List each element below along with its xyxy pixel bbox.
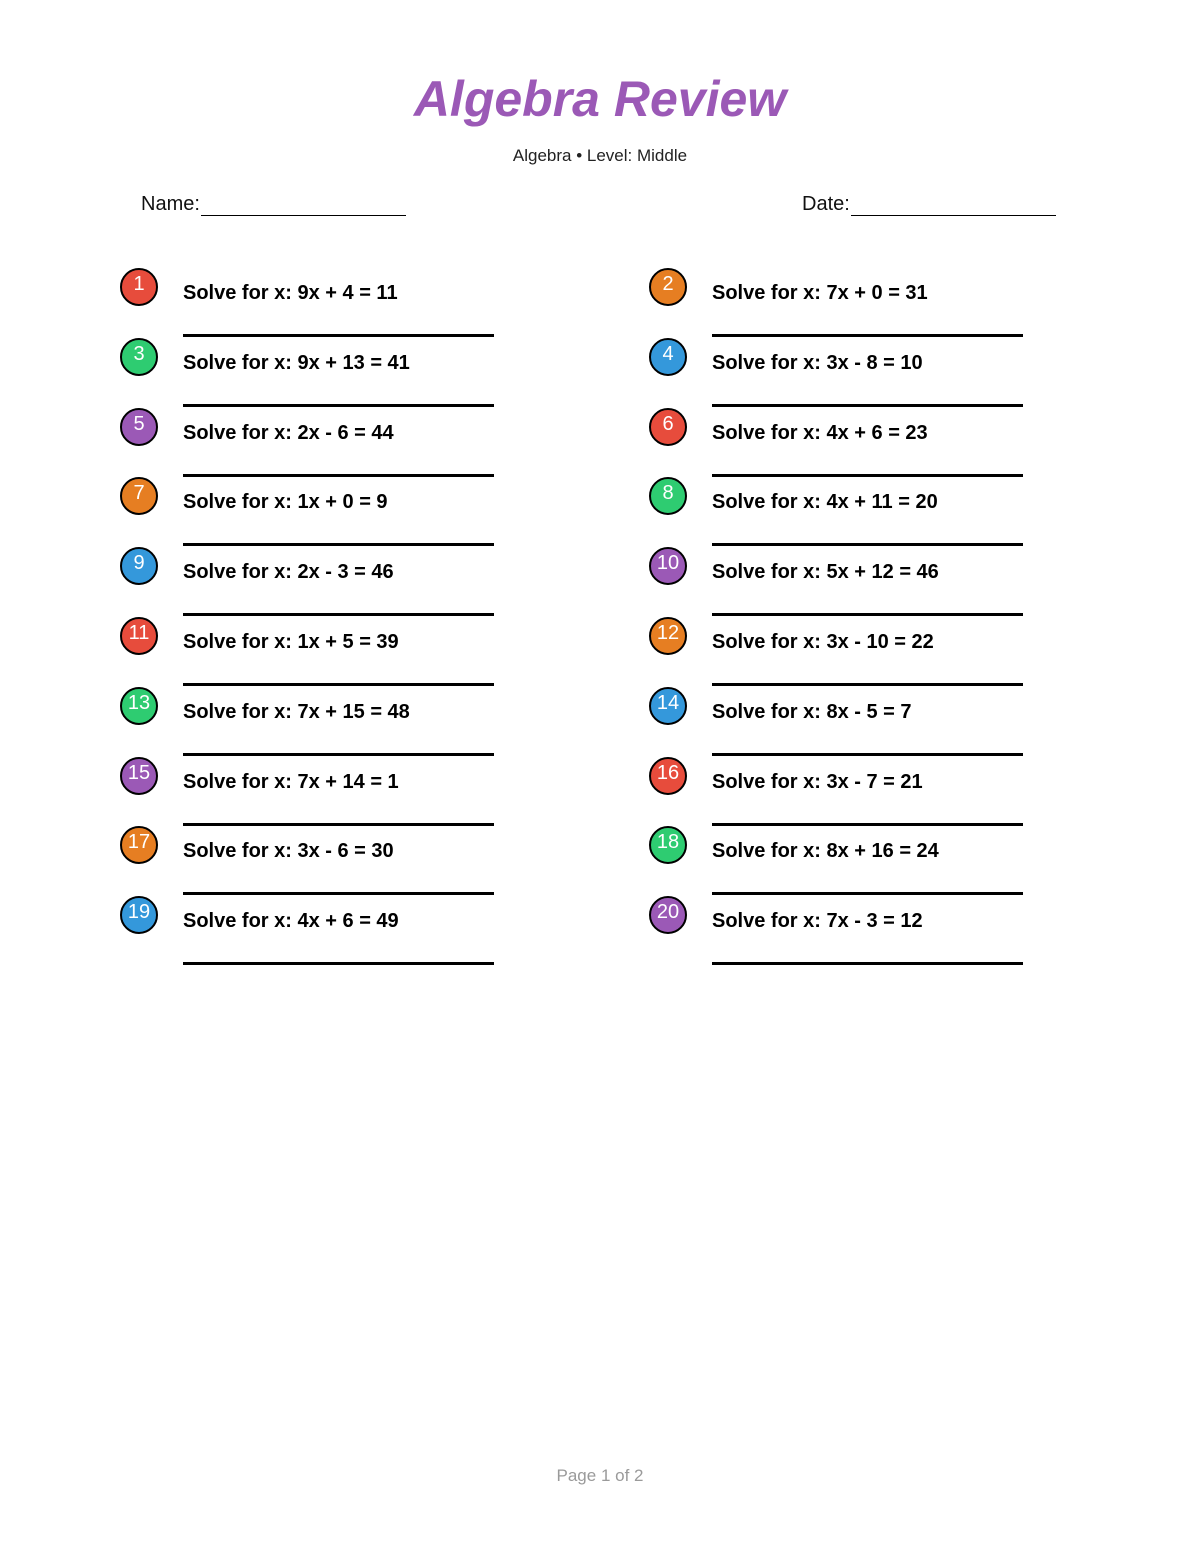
date-blank[interactable] (851, 195, 1056, 216)
problem-item (649, 826, 1049, 896)
problem-item (649, 408, 1049, 478)
problem-item (120, 896, 520, 966)
problem-number-badge: 20 (649, 896, 687, 934)
worksheet-title: Algebra Review (413, 71, 787, 127)
answer-line[interactable] (712, 753, 1023, 756)
answer-line[interactable] (183, 683, 494, 686)
problem-text: Solve for x: 1x + 0 = 9 (183, 491, 388, 514)
problem-number-badge: 2 (649, 268, 687, 306)
problem-item (649, 687, 1049, 757)
problem-text: Solve for x: 9x + 13 = 41 (183, 351, 410, 374)
name-blank[interactable] (201, 195, 406, 216)
problem-text: Solve for x: 4x + 6 = 23 (712, 421, 928, 444)
problem-text: Solve for x: 3x - 7 = 21 (712, 770, 923, 793)
answer-line[interactable] (183, 823, 494, 826)
problem-item (120, 477, 520, 547)
problem-item (120, 826, 520, 896)
answer-line[interactable] (712, 613, 1023, 616)
problem-item (120, 268, 520, 338)
answer-line[interactable] (183, 613, 494, 616)
problem-text: Solve for x: 8x + 16 = 24 (712, 840, 939, 863)
problem-number-badge: 8 (649, 477, 687, 515)
problem-text: Solve for x: 3x - 10 = 22 (712, 631, 934, 653)
problem-number-badge: 18 (649, 826, 687, 864)
problem-text: Solve for x: 7x + 14 = 1 (183, 770, 399, 793)
date-label: Date: (802, 193, 850, 215)
name-field[interactable] (141, 193, 406, 216)
problem-number-badge: 11 (120, 617, 158, 655)
date-field[interactable] (802, 193, 1056, 216)
problem-number-badge: 7 (120, 477, 158, 515)
answer-line[interactable] (712, 683, 1023, 686)
problem-text: Solve for x: 7x + 15 = 48 (183, 700, 410, 723)
problem-number-badge: 17 (120, 826, 158, 864)
problem-number-badge: 12 (649, 617, 687, 655)
problem-text: Solve for x: 4x + 11 = 20 (712, 491, 938, 514)
answer-line[interactable] (183, 543, 494, 546)
page-footer: Page 1 of 2 (556, 1466, 644, 1485)
problem-item (120, 408, 520, 478)
answer-line[interactable] (712, 404, 1023, 407)
problem-item (649, 617, 1049, 687)
problem-item (649, 757, 1049, 827)
problem-item (649, 547, 1049, 617)
answer-line[interactable] (712, 962, 1023, 965)
problem-item (120, 617, 520, 687)
problem-item (120, 338, 520, 408)
answer-line[interactable] (183, 404, 494, 407)
problem-text: Solve for x: 7x + 0 = 31 (712, 282, 928, 304)
problem-number-badge: 16 (649, 757, 687, 795)
problem-text: Solve for x: 2x - 6 = 44 (183, 421, 394, 444)
problem-item (120, 757, 520, 827)
problem-text: Solve for x: 7x - 3 = 12 (712, 910, 923, 933)
problem-text: Solve for x: 3x - 6 = 30 (183, 840, 394, 863)
answer-line[interactable] (183, 962, 494, 965)
problem-text: Solve for x: 8x - 5 = 7 (712, 700, 912, 723)
problem-text: Solve for x: 9x + 4 = 11 (183, 282, 398, 304)
problem-number-badge: 9 (120, 547, 158, 585)
answer-line[interactable] (712, 543, 1023, 546)
answer-line[interactable] (183, 334, 494, 337)
name-label: Name: (141, 193, 200, 215)
answer-line[interactable] (183, 892, 494, 895)
answer-line[interactable] (712, 334, 1023, 337)
problem-number-badge: 19 (120, 896, 158, 934)
answer-line[interactable] (712, 823, 1023, 826)
answer-line[interactable] (712, 474, 1023, 477)
answer-line[interactable] (183, 753, 494, 756)
problem-number-badge: 4 (649, 338, 687, 376)
problem-text: Solve for x: 3x - 8 = 10 (712, 351, 923, 374)
problem-item (649, 338, 1049, 408)
problem-number-badge: 6 (649, 408, 687, 446)
problem-item (120, 547, 520, 617)
problem-item (649, 896, 1049, 966)
problem-number-badge: 1 (120, 268, 158, 306)
problem-number-badge: 10 (649, 547, 687, 585)
problem-number-badge: 13 (120, 687, 158, 725)
answer-line[interactable] (712, 892, 1023, 895)
problem-number-badge: 3 (120, 338, 158, 376)
problem-number-badge: 14 (649, 687, 687, 725)
worksheet-subtitle: Algebra • Level: Middle (512, 146, 688, 165)
problem-item (649, 477, 1049, 547)
answer-line[interactable] (183, 474, 494, 477)
problem-text: Solve for x: 5x + 12 = 46 (712, 561, 939, 584)
problem-text: Solve for x: 2x - 3 = 46 (183, 561, 394, 584)
problem-item (120, 687, 520, 757)
problem-text: Solve for x: 1x + 5 = 39 (183, 631, 399, 653)
problem-number-badge: 15 (120, 757, 158, 795)
problem-text: Solve for x: 4x + 6 = 49 (183, 910, 399, 933)
problem-item (649, 268, 1049, 338)
problem-number-badge: 5 (120, 408, 158, 446)
